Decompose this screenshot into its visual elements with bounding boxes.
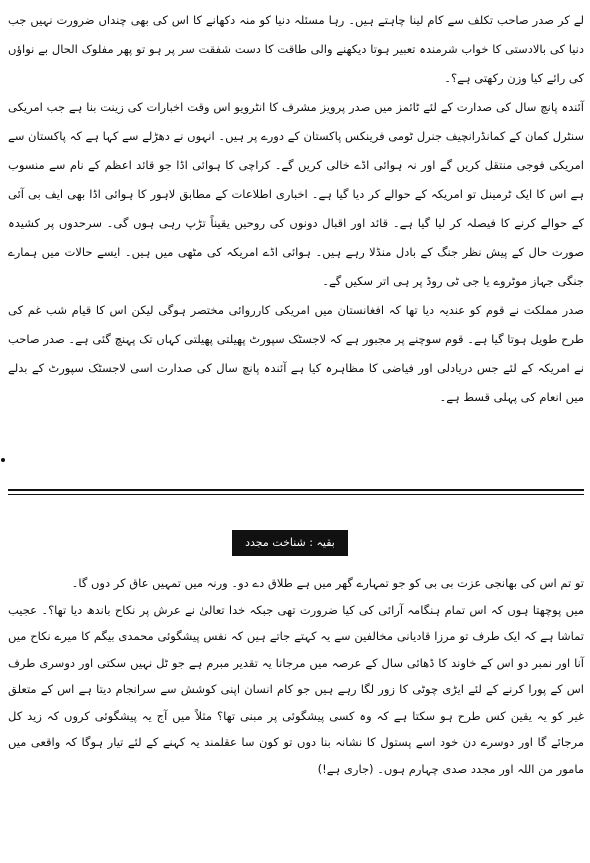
paragraph: میں پوچھتا ہوں کہ اس تمام ہنگامہ آرائی کی کیا ضرورت تھی جبکہ خدا تعالیٰ نے عرش پر نکاح باندھ دیا تھا؟۔ عجیب تماشا ہے کہ ایک طرف تو مرزا قادیانی مخالفین سے یہ کہتے جاتے ہیں کہ نفس پیشگوئی محمدی بیگم کا میرے نکاح میں آنا اور نمبر دو اس کے خاوند کا ڈھائی سال کے عرصہ میں مرجانا یہ تقدیر مبرم ہے جو ٹل نہیں سکتی اور دوسری طرف اس کے پورا کرنے کے لئے ایڑی چوٹی کا زور لگا رہے ہیں جو کام انسان اپنی کوشش سے سرانجام دیتا ہے اس کے متعلق غیر کو یہ یقین کس طرح ہو سکتا ہے کہ وہ کسی پیشگوئی پر مبنی تھا؟ مثلاً میں آج یہ پیشگوئی کروں کہ زید کل مرجائے گا اور دوسرے دن خود اسے پستول کا نشانہ بنا دوں تو کون سا عقلمند یہ کہنے کے لئے تیار ہوگا کہ واقعی میں مامور من اللہ اور مجدد صدی چہارم ہوں۔ (جاری ہے!) xyxy=(8,602,584,776)
margin-dot-icon xyxy=(1,458,5,462)
paragraph: صدر مملکت نے قوم کو عندیہ دیا تھا کہ افغانستان میں امریکی کارروائی مختصر ہوگی لیکن اس کا قیام شب غم کی طرح طویل ہوتا گیا ہے۔ قوم سوچنے پر مجبور ہے کہ لاجسٹک سپورٹ پھیلتی پھیلتی کہاں تک پہنچ گئی ہے۔ صدر صاحب نے امریکہ کے لئے جس دریادلی اور فیاضی کا مظاہرہ کیا ہے آئندہ پانچ سال کی صدارت اسی لاجسٹک سپورٹ کے بدلے میں انعام کی پہلی قسط ہے۔ xyxy=(8,303,584,404)
article-bottom xyxy=(8,570,584,782)
continuation-badge: بقیہ : شناخت مجدد xyxy=(232,530,348,556)
article-top xyxy=(8,6,584,412)
section-divider-thin xyxy=(8,494,584,495)
paragraph: تو تم اس کی بھانجی عزت بی بی کو جو تمہارے گھر میں ہے طلاق دے دو۔ ورنہ میں تمہیں عاق کر دوں گا۔ xyxy=(71,576,584,590)
paragraph: آئندہ پانچ سال کی صدارت کے لئے ٹائمز میں صدر پرویز مشرف کا انٹرویو اس وقت اخبارات کی زینت بنا ہے جب امریکی سنٹرل کمان کے کمانڈرانچیف جنرل ٹومی فرینکس پاکستان کے دورے پر ہیں۔ انہوں نے دھڑلے سے کہا ہے کہ پاکستان سے امریکی فوجی منتقل کریں گے اور نہ ہوائی اڈے خالی کریں گے۔ کراچی کا ہوائی اڈا جو قائد اعظم کے نام سے منسوب ہے اس کا ایک ٹرمینل تو امریکہ کے حوالے کر دیا گیا ہے۔ اخباری اطلاعات کے مطابق لاہور کا ہوائی اڈا بھی ایف بی آئی کے حوالے کرنے کا فیصلہ کر لیا گیا ہے۔ قائد اور اقبال دونوں کی روحیں یقیناً تڑپ رہی ہوں گی۔ سرحدوں پر کشیدہ صورت حال کے پیش نظر جنگ کے بادل منڈلا رہے ہیں۔ ہوائی اڈے امریکہ کی مٹھی میں ہیں۔ ایسے حالات میں ہمارے جنگی جہاز موٹروے یا جی ٹی روڈ پر ہی اتر سکیں گے۔ xyxy=(8,100,584,288)
paragraph: لے کر صدر صاحب تکلف سے کام لینا چاہتے ہیں۔ رہا مسئلہ دنیا کو منہ دکھانے کا اس کی بھی چنداں ضرورت نہیں جب دنیا کی بالادستی کا خواب شرمندہ تعبیر ہوتا دیکھنے والی طاقت کا دست شفقت سر پر ہو تو پھر مفلوک الحال بے نواؤں کی رائے کیا وزن رکھتی ہے؟۔ xyxy=(8,13,584,85)
section-divider xyxy=(8,489,584,491)
